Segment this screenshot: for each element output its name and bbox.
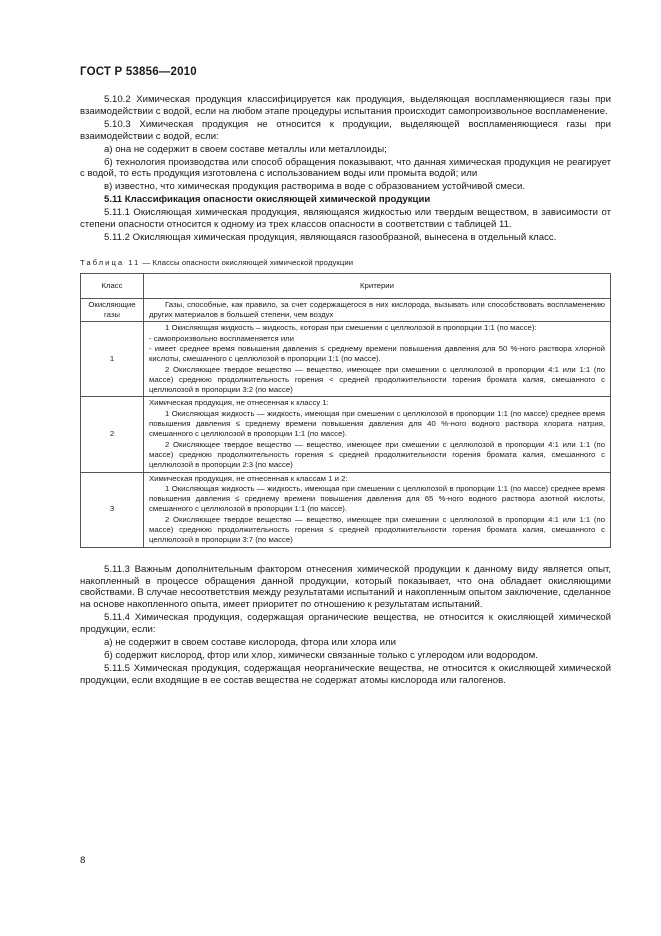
- paragraph-5-11-4: 5.11.4 Химическая продукция, содержащая органические вещества, не относится к окисляющей химической продукции, если:: [80, 612, 611, 636]
- paragraph-5-11-2: 5.11.2 Окисляющая химическая продукция, являющаяся газообразной, вынесена в отдельный класс.: [104, 231, 557, 243]
- list-item-b: б) технология производства или способ обращения показывают, что данная химическая продукция не реагирует с водой, то есть продукция изготовлена с использованием воды или промыта водой; или: [80, 156, 611, 180]
- criteria-cell-2: [144, 397, 611, 472]
- document-header: ГОСТ Р 53856—2010: [80, 66, 197, 78]
- criteria-line: 1 Окисляющая жидкость — жидкость, имеющая при смешении с целлюлозой в пропорции 1:1 (по массе) среднее время повышения давления ≤ среднему времени повышения давления для 65 %-ного водного раствора азотной кислоты, смешанного с целлюлозой в пропорции 1:1 (по массе).: [149, 483, 605, 514]
- criteria-line: 2 Окисляющее твердое вещество — вещество, имеющее при смешении с целлюлозой в пропорции 4:1 или 1:1 (по массе) среднюю продолжительность горения ≤ средней продолжительности горения бромата калия, смешанного с целлюлозой в пропорции 3:7 (по массе): [149, 514, 605, 545]
- column-header-criteria: Критерии: [144, 273, 611, 298]
- paragraph-5-10-3: 5.10.3 Химическая продукция не относится к продукции, выделяющей воспламеняющиеся газы при взаимодействии с водой, если:: [80, 118, 611, 142]
- paragraph-5-11-1: 5.11.1 Окисляющая химическая продукция, являющаяся жидкостью или твердым веществом, в зависимости от степени опасности относится к одному из трех классов опасности в соответствии с таблицей 11.: [80, 207, 611, 231]
- paragraph-5-11-3: 5.11.3 Важным дополнительным фактором отнесения химической продукции к данному виду является опыт, накопленный в процессе обращения данной продукции, который показывает, что она обладает окисляющими свойствами. В случае несоответствия между результатами испытаний и накопленным опытом заключение, сделанное на основе накопленного опыта, имеет приоритет по отношению к результатам испытаний.: [80, 563, 611, 611]
- table-caption-label: Таблица 11: [80, 257, 141, 267]
- criteria-line: Химическая продукция, не отнесенная к классу 1:: [149, 398, 329, 408]
- class-cell-2: 2: [81, 397, 144, 472]
- list-item-a2: а) не содержит в своем составе кислорода, фтора или хлора или: [104, 637, 396, 649]
- class-cell-3: 3: [81, 472, 144, 547]
- criteria-line: 2 Окисляющее твердое вещество — вещество, имеющее при смешении с целлюлозой в пропорции 4:1 или 1:1 (по массе) среднюю продолжительность горения < средней продолжительности горения бромата калия, смешанного с целлюлозой в пропорции 3:2 (по массе): [149, 364, 605, 395]
- list-item-a: а) она не содержит в своем составе металлы или металлоиды;: [104, 143, 387, 155]
- after-table-section: [80, 564, 611, 687]
- table-caption: [80, 257, 611, 269]
- criteria-cell-gases: Газы, способные, как правило, за счет содержащегося в них кислорода, вызывать или способствовать воспламенению других материалов в большей степени, чем воздух: [144, 298, 611, 322]
- criteria-line: 1 Окисляющая жидкость – жидкость, которая при смешении с целлюлозой в пропорции 1:1 (по массе):: [165, 323, 537, 333]
- criteria-line: - имеет среднее время повышения давления ≤ среднему времени повышения давления для 50 %-ного раствора хлорной кислоты, смешанного с целлюлозой в пропорции 1:1 (по массе).: [149, 343, 605, 364]
- criteria-line: 1 Окисляющая жидкость — жидкость, имеющая при смешении с целлюлозой в пропорции 1:1 (по массе) среднее время повышения давления ≤ среднему времени повышения давления для 40 %-ного водного раствора хлората натрия, смешанного с целлюлозой в пропорции 1:1 (по массе).: [149, 408, 605, 439]
- criteria-line: Химическая продукция, не отнесенная к классам 1 и 2:: [149, 473, 348, 483]
- table-row-class-3: [81, 472, 611, 547]
- class-cell-1: 1: [81, 322, 144, 397]
- column-header-class: Класс: [81, 273, 144, 298]
- criteria-line: 2 Окисляющее твердое вещество — вещество, имеющее при смешении с целлюлозой в пропорции 4:1 или 1:1 (по массе) среднюю продолжительность горения ≤ средней продолжительности горения бромата калия, смешанного с целлюлозой в пропорции 2:3 (по массе): [149, 439, 605, 470]
- document-body: [80, 94, 611, 688]
- hazard-classes-table: [80, 273, 611, 548]
- table-row-gases: [81, 298, 611, 322]
- paragraph-5-10-2: 5.10.2 Химическая продукция классифицируется как продукция, выделяющая воспламеняющиеся газы при взаимодействии с водой, если на любом этапе процедуры испытания происходит самопроизвольное воспламенение.: [80, 94, 611, 117]
- table-caption-text: — Классы опасности окисляющей химической продукции: [140, 257, 354, 267]
- table-row-class-1: [81, 322, 611, 397]
- paragraph-5-11-5: 5.11.5 Химическая продукция, содержащая неорганические вещества, не относится к окисляющей химической продукции, если входящие в ее состав вещества не содержат атомы кислорода или галогенов.: [80, 662, 611, 686]
- criteria-cell-3: [144, 472, 611, 547]
- section-heading-5-11: 5.11 Классификация опасности окисляющей химической продукции: [104, 194, 431, 206]
- table-header-row: [81, 273, 611, 298]
- list-item-b2: б) содержит кислород, фтор или хлор, химически связанные только с углеродом или водородом.: [104, 649, 538, 661]
- criteria-cell-1: [144, 322, 611, 397]
- list-item-v: в) известно, что химическая продукция растворима в воде с образованием устойчивой смеси.: [104, 181, 526, 193]
- page-number: 8: [80, 855, 86, 866]
- class-cell-gases: Окисляющие газы: [81, 298, 144, 322]
- table-row-class-2: [81, 397, 611, 472]
- criteria-line: - самопроизвольно воспламеняется или: [149, 333, 295, 343]
